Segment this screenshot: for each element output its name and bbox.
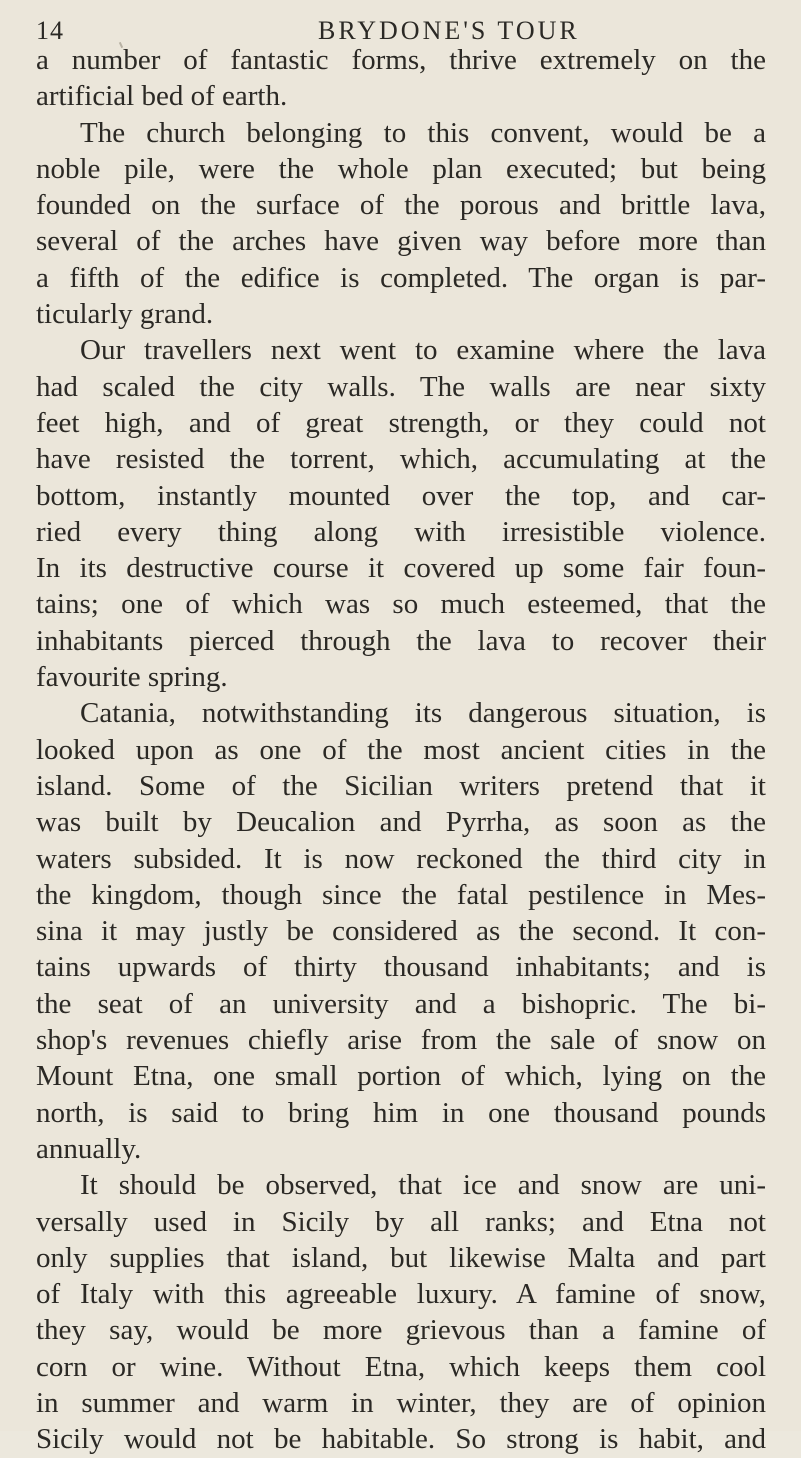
text-line: a number of fantastic forms, thrive extremely on the bbox=[36, 44, 766, 76]
text-line: favourite spring. bbox=[36, 661, 228, 694]
text-line: waters subsided. It is now reckoned the third city in bbox=[36, 842, 766, 875]
text-line: a fifth of the edifice is completed. The organ is par- bbox=[36, 261, 766, 294]
text-line: It should be observed, that ice and snow are uni- bbox=[80, 1169, 766, 1202]
text-line: feet high, and of great strength, or they could not bbox=[36, 406, 766, 439]
text-line: Our travellers next went to examine where the lava bbox=[80, 334, 766, 367]
text-line: ried every thing along with irresistible violence. bbox=[36, 515, 766, 548]
text-line: north, is said to bring him in one thousand pounds bbox=[36, 1096, 766, 1129]
text-line: tains upwards of thirty thousand inhabitants; and is bbox=[36, 951, 766, 984]
page-body bbox=[36, 42, 766, 1458]
text-line: tains; one of which was so much esteemed, that the bbox=[36, 588, 766, 621]
text-line: inhabitants pierced through the lava to recover their bbox=[36, 624, 766, 657]
text-line: looked upon as one of the most ancient cities in the bbox=[36, 733, 766, 766]
text-line: the seat of an university and a bishopric. The bi- bbox=[36, 987, 766, 1020]
text-line: founded on the surface of the porous and brittle lava, bbox=[36, 189, 766, 222]
text-line: Catania, notwithstanding its dangerous situation, is bbox=[80, 697, 766, 730]
text-line: was built by Deucalion and Pyrrha, as soon as the bbox=[36, 806, 766, 839]
text-line: noble pile, were the whole plan executed; but being bbox=[36, 152, 766, 185]
text-line: the kingdom, though since the fatal pestilence in Mes- bbox=[36, 878, 766, 911]
text-line: annually. bbox=[36, 1132, 142, 1165]
text-line: The church belonging to this convent, would be a bbox=[80, 116, 766, 149]
text-line: island. Some of the Sicilian writers pretend that it bbox=[36, 769, 766, 802]
text-line: ticularly grand. bbox=[36, 298, 214, 331]
text-line: In its destructive course it covered up some fair foun- bbox=[36, 552, 766, 585]
text-line: only supplies that island, but likewise Malta and part bbox=[36, 1241, 766, 1274]
running-title: BRYDONE'S TOUR bbox=[318, 16, 580, 45]
text-line: they say, would be more grievous than a famine of bbox=[36, 1314, 766, 1347]
text-line: had scaled the city walls. The walls are near sixty bbox=[36, 370, 766, 403]
text-line: versally used in Sicily by all ranks; and Etna not bbox=[36, 1205, 766, 1238]
text-line: Mount Etna, one small portion of which, lying on the bbox=[36, 1060, 766, 1093]
text-line: Sicily would not be habitable. So strong is habit, and bbox=[36, 1423, 766, 1456]
text-line: bottom, instantly mounted over the top, and car- bbox=[36, 479, 766, 512]
text-line: sina it may justly be considered as the second. It con- bbox=[36, 915, 766, 948]
text-line: corn or wine. Without Etna, which keeps them cool bbox=[36, 1350, 766, 1383]
text-line: of Italy with this agreeable luxury. A famine of snow, bbox=[36, 1278, 766, 1311]
text-line: several of the arches have given way before more than bbox=[36, 225, 766, 258]
text-line: in summer and warm in winter, they are of opinion bbox=[36, 1386, 766, 1419]
text-line: shop's revenues chiefly arise from the sale of snow on bbox=[36, 1024, 766, 1057]
page-number: 14 bbox=[36, 16, 64, 45]
text-line: artificial bed of earth. bbox=[36, 80, 288, 113]
text-line: have resisted the torrent, which, accumulating at the bbox=[36, 443, 766, 476]
